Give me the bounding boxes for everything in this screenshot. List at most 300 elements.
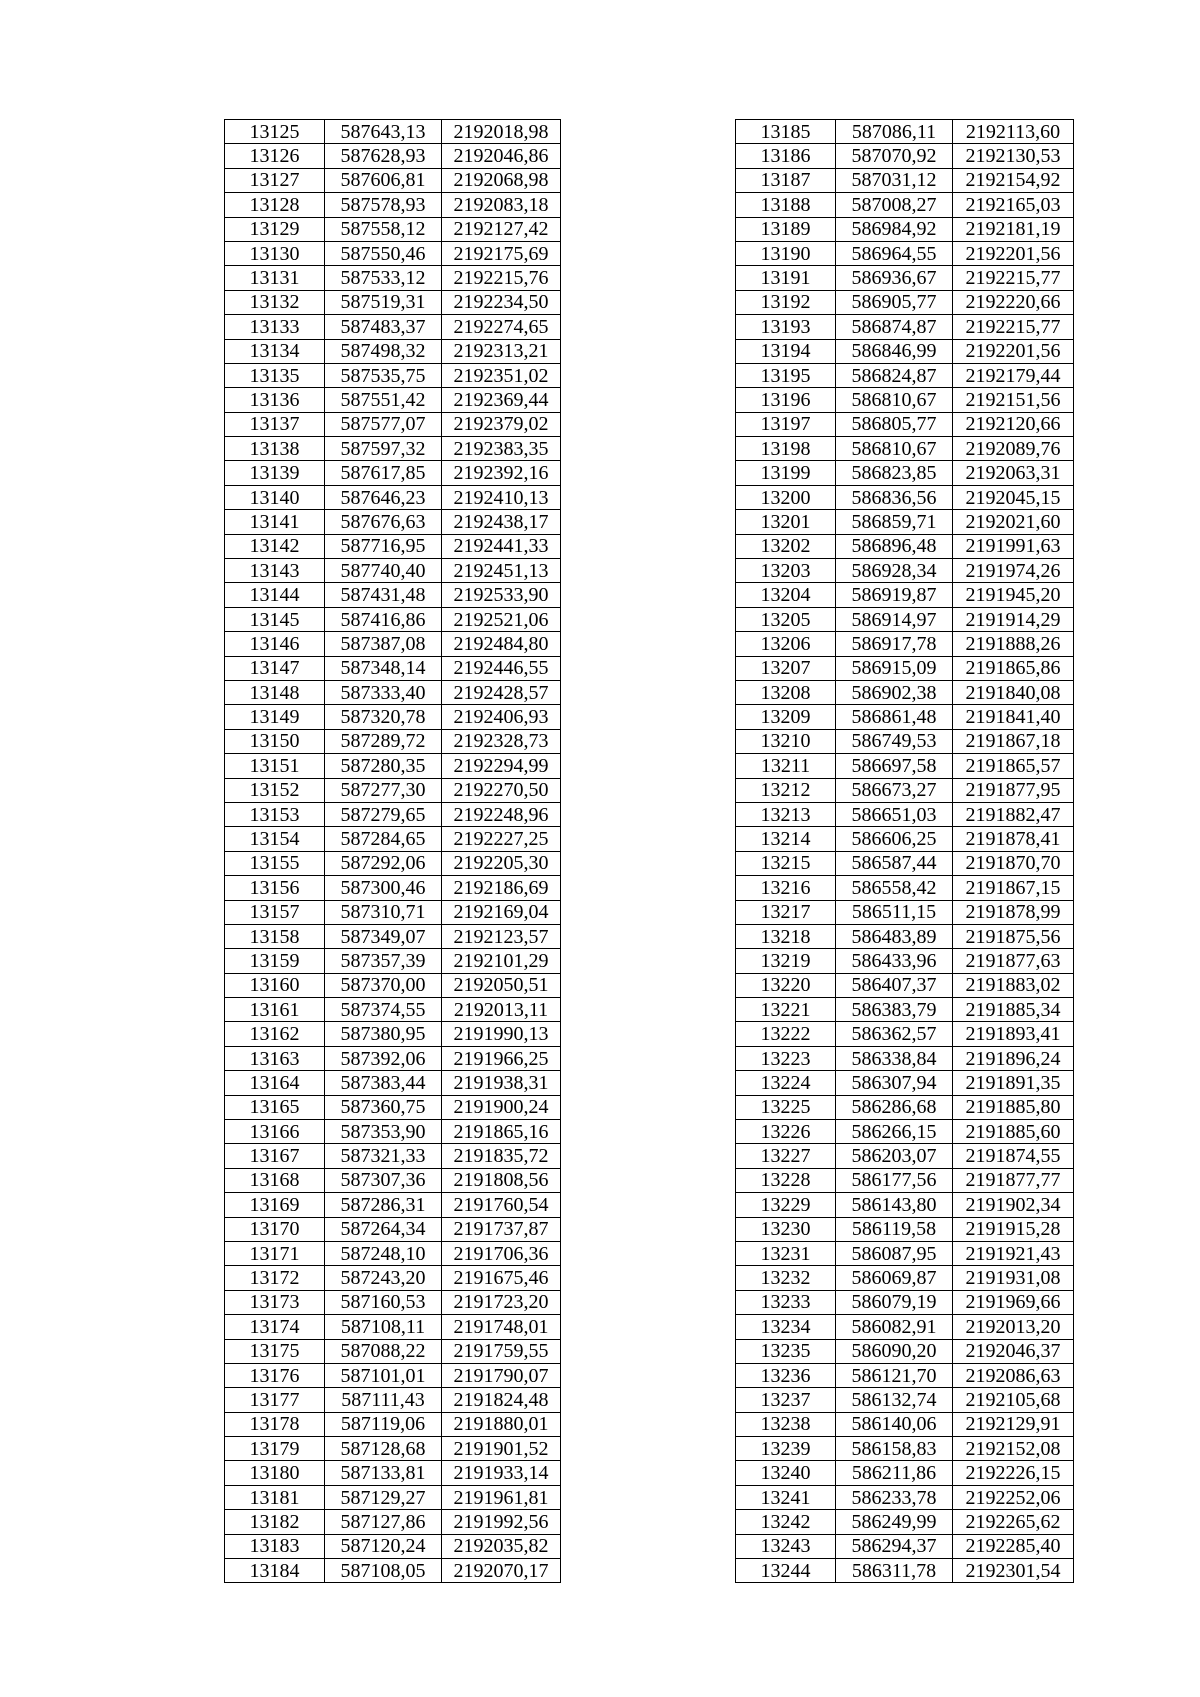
point-number-cell: 13234 — [736, 1315, 836, 1339]
table-row — [225, 802, 561, 826]
point-number-cell: 13229 — [736, 1193, 836, 1217]
point-number-cell: 13161 — [225, 998, 325, 1022]
point-number-cell: 13174 — [225, 1315, 325, 1339]
y-coordinate-cell: 2191969,66 — [953, 1290, 1074, 1314]
point-number-cell: 13193 — [736, 315, 836, 339]
table-row — [225, 1120, 561, 1144]
y-coordinate-cell: 2192046,86 — [442, 144, 561, 168]
x-coordinate-cell: 587111,43 — [325, 1388, 442, 1412]
table-row — [225, 1510, 561, 1534]
y-coordinate-cell: 2192410,13 — [442, 485, 561, 509]
x-coordinate-cell: 587533,12 — [325, 266, 442, 290]
table-row — [225, 266, 561, 290]
y-coordinate-cell: 2191992,56 — [442, 1510, 561, 1534]
x-coordinate-cell: 586896,48 — [836, 534, 953, 558]
point-number-cell: 13180 — [225, 1461, 325, 1485]
x-coordinate-cell: 586311,78 — [836, 1559, 953, 1583]
table-row — [225, 754, 561, 778]
x-coordinate-cell: 587248,10 — [325, 1241, 442, 1265]
x-coordinate-cell: 587551,42 — [325, 388, 442, 412]
table-row — [736, 1120, 1074, 1144]
table-row — [225, 290, 561, 314]
coordinate-table-right — [735, 119, 1074, 1583]
y-coordinate-cell: 2191991,63 — [953, 534, 1074, 558]
table-row — [736, 534, 1074, 558]
point-number-cell: 13201 — [736, 510, 836, 534]
x-coordinate-cell: 587280,35 — [325, 754, 442, 778]
x-coordinate-cell: 586651,03 — [836, 802, 953, 826]
y-coordinate-cell: 2191874,55 — [953, 1144, 1074, 1168]
x-coordinate-cell: 586483,89 — [836, 924, 953, 948]
y-coordinate-cell: 2191933,14 — [442, 1461, 561, 1485]
x-coordinate-cell: 586090,20 — [836, 1339, 953, 1363]
point-number-cell: 13241 — [736, 1485, 836, 1509]
table-row — [225, 168, 561, 192]
table-row — [736, 607, 1074, 631]
point-number-cell: 13227 — [736, 1144, 836, 1168]
y-coordinate-cell: 2192383,35 — [442, 437, 561, 461]
y-coordinate-cell: 2192446,55 — [442, 656, 561, 680]
point-number-cell: 13233 — [736, 1290, 836, 1314]
point-number-cell: 13202 — [736, 534, 836, 558]
point-number-cell: 13184 — [225, 1559, 325, 1583]
y-coordinate-cell: 2192123,57 — [442, 924, 561, 948]
point-number-cell: 13198 — [736, 437, 836, 461]
point-number-cell: 13138 — [225, 437, 325, 461]
point-number-cell: 13228 — [736, 1168, 836, 1192]
table-row — [225, 1339, 561, 1363]
table-row — [736, 949, 1074, 973]
x-coordinate-cell: 586810,67 — [836, 388, 953, 412]
point-number-cell: 13153 — [225, 802, 325, 826]
y-coordinate-cell: 2191877,77 — [953, 1168, 1074, 1192]
y-coordinate-cell: 2191748,01 — [442, 1315, 561, 1339]
y-coordinate-cell: 2192201,56 — [953, 339, 1074, 363]
y-coordinate-cell: 2191875,56 — [953, 924, 1074, 948]
y-coordinate-cell: 2191870,70 — [953, 851, 1074, 875]
point-number-cell: 13154 — [225, 827, 325, 851]
table-row — [736, 680, 1074, 704]
x-coordinate-cell: 587740,40 — [325, 559, 442, 583]
y-coordinate-cell: 2192369,44 — [442, 388, 561, 412]
x-coordinate-cell: 586158,83 — [836, 1437, 953, 1461]
table-row — [736, 168, 1074, 192]
x-coordinate-cell: 587088,22 — [325, 1339, 442, 1363]
table-row — [736, 827, 1074, 851]
x-coordinate-cell: 586140,06 — [836, 1412, 953, 1436]
y-coordinate-cell: 2192169,04 — [442, 900, 561, 924]
x-coordinate-cell: 586587,44 — [836, 851, 953, 875]
table-row — [736, 510, 1074, 534]
point-number-cell: 13169 — [225, 1193, 325, 1217]
x-coordinate-cell: 586914,97 — [836, 607, 953, 631]
x-coordinate-cell: 587264,34 — [325, 1217, 442, 1241]
table-row — [736, 266, 1074, 290]
x-coordinate-cell: 587160,53 — [325, 1290, 442, 1314]
y-coordinate-cell: 2192379,02 — [442, 412, 561, 436]
y-coordinate-cell: 2191882,47 — [953, 802, 1074, 826]
point-number-cell: 13152 — [225, 778, 325, 802]
x-coordinate-cell: 586861,48 — [836, 705, 953, 729]
x-coordinate-cell: 587558,12 — [325, 217, 442, 241]
x-coordinate-cell: 586286,68 — [836, 1095, 953, 1119]
table-row — [225, 363, 561, 387]
table-row — [225, 729, 561, 753]
point-number-cell: 13237 — [736, 1388, 836, 1412]
y-coordinate-cell: 2191900,24 — [442, 1095, 561, 1119]
x-coordinate-cell: 586917,78 — [836, 632, 953, 656]
x-coordinate-cell: 587370,00 — [325, 973, 442, 997]
table-row — [736, 1241, 1074, 1265]
table-row — [736, 632, 1074, 656]
table-row — [225, 485, 561, 509]
y-coordinate-cell: 2192181,19 — [953, 217, 1074, 241]
y-coordinate-cell: 2192438,17 — [442, 510, 561, 534]
x-coordinate-cell: 586836,56 — [836, 485, 953, 509]
x-coordinate-cell: 586119,58 — [836, 1217, 953, 1241]
table-row — [736, 1461, 1074, 1485]
table-row — [225, 998, 561, 1022]
point-number-cell: 13220 — [736, 973, 836, 997]
y-coordinate-cell: 2192285,40 — [953, 1534, 1074, 1558]
table-row — [225, 1266, 561, 1290]
table-row — [225, 1241, 561, 1265]
x-coordinate-cell: 587387,08 — [325, 632, 442, 656]
point-number-cell: 13208 — [736, 680, 836, 704]
y-coordinate-cell: 2192179,44 — [953, 363, 1074, 387]
point-number-cell: 13179 — [225, 1437, 325, 1461]
y-coordinate-cell: 2192234,50 — [442, 290, 561, 314]
point-number-cell: 13183 — [225, 1534, 325, 1558]
x-coordinate-cell: 587128,68 — [325, 1437, 442, 1461]
x-coordinate-cell: 587676,63 — [325, 510, 442, 534]
table-row — [736, 1339, 1074, 1363]
x-coordinate-cell: 587380,95 — [325, 1022, 442, 1046]
point-number-cell: 13242 — [736, 1510, 836, 1534]
table-row — [736, 656, 1074, 680]
y-coordinate-cell: 2191921,43 — [953, 1241, 1074, 1265]
point-number-cell: 13232 — [736, 1266, 836, 1290]
x-coordinate-cell: 587617,85 — [325, 461, 442, 485]
table-row — [736, 900, 1074, 924]
y-coordinate-cell: 2192328,73 — [442, 729, 561, 753]
table-row — [736, 485, 1074, 509]
x-coordinate-cell: 586082,91 — [836, 1315, 953, 1339]
point-number-cell: 13189 — [736, 217, 836, 241]
y-coordinate-cell: 2191706,36 — [442, 1241, 561, 1265]
y-coordinate-cell: 2191841,40 — [953, 705, 1074, 729]
y-coordinate-cell: 2191867,15 — [953, 876, 1074, 900]
y-coordinate-cell: 2192018,98 — [442, 120, 561, 144]
y-coordinate-cell: 2192127,42 — [442, 217, 561, 241]
y-coordinate-cell: 2192406,93 — [442, 705, 561, 729]
table-row — [225, 510, 561, 534]
x-coordinate-cell: 587289,72 — [325, 729, 442, 753]
table-row — [225, 1071, 561, 1095]
x-coordinate-cell: 587119,06 — [325, 1412, 442, 1436]
table-row — [225, 1095, 561, 1119]
table-row — [225, 217, 561, 241]
table-row — [736, 705, 1074, 729]
y-coordinate-cell: 2191893,41 — [953, 1022, 1074, 1046]
y-coordinate-cell: 2191840,08 — [953, 680, 1074, 704]
y-coordinate-cell: 2192301,54 — [953, 1559, 1074, 1583]
x-coordinate-cell: 586087,95 — [836, 1241, 953, 1265]
table-row — [736, 461, 1074, 485]
point-number-cell: 13203 — [736, 559, 836, 583]
x-coordinate-cell: 586823,85 — [836, 461, 953, 485]
x-coordinate-cell: 586266,15 — [836, 1120, 953, 1144]
y-coordinate-cell: 2192265,62 — [953, 1510, 1074, 1534]
y-coordinate-cell: 2192351,02 — [442, 363, 561, 387]
x-coordinate-cell: 587086,11 — [836, 120, 953, 144]
point-number-cell: 13172 — [225, 1266, 325, 1290]
x-coordinate-cell: 587578,93 — [325, 193, 442, 217]
table-row — [225, 1363, 561, 1387]
x-coordinate-cell: 587070,92 — [836, 144, 953, 168]
x-coordinate-cell: 587646,23 — [325, 485, 442, 509]
x-coordinate-cell: 586905,77 — [836, 290, 953, 314]
point-number-cell: 13171 — [225, 1241, 325, 1265]
table-row — [736, 1315, 1074, 1339]
table-row — [736, 559, 1074, 583]
table-row — [225, 559, 561, 583]
point-number-cell: 13167 — [225, 1144, 325, 1168]
x-coordinate-cell: 587349,07 — [325, 924, 442, 948]
point-number-cell: 13223 — [736, 1046, 836, 1070]
table-row — [225, 1559, 561, 1583]
y-coordinate-cell: 2192248,96 — [442, 802, 561, 826]
point-number-cell: 13217 — [736, 900, 836, 924]
x-coordinate-cell: 587374,55 — [325, 998, 442, 1022]
y-coordinate-cell: 2192186,69 — [442, 876, 561, 900]
x-coordinate-cell: 586383,79 — [836, 998, 953, 1022]
y-coordinate-cell: 2191790,07 — [442, 1363, 561, 1387]
table-row — [736, 120, 1074, 144]
x-coordinate-cell: 587243,20 — [325, 1266, 442, 1290]
table-row — [736, 144, 1074, 168]
table-row — [225, 315, 561, 339]
x-coordinate-cell: 586936,67 — [836, 266, 953, 290]
point-number-cell: 13210 — [736, 729, 836, 753]
table-row — [225, 1534, 561, 1558]
point-number-cell: 13158 — [225, 924, 325, 948]
point-number-cell: 13231 — [736, 1241, 836, 1265]
point-number-cell: 13137 — [225, 412, 325, 436]
y-coordinate-cell: 2191824,48 — [442, 1388, 561, 1412]
point-number-cell: 13244 — [736, 1559, 836, 1583]
table-row — [736, 1437, 1074, 1461]
x-coordinate-cell: 587498,32 — [325, 339, 442, 363]
y-coordinate-cell: 2191896,24 — [953, 1046, 1074, 1070]
table-row — [736, 924, 1074, 948]
y-coordinate-cell: 2191878,41 — [953, 827, 1074, 851]
x-coordinate-cell: 586362,57 — [836, 1022, 953, 1046]
table-row — [736, 363, 1074, 387]
point-number-cell: 13225 — [736, 1095, 836, 1119]
point-number-cell: 13133 — [225, 315, 325, 339]
point-number-cell: 13142 — [225, 534, 325, 558]
y-coordinate-cell: 2191888,26 — [953, 632, 1074, 656]
x-coordinate-cell: 586121,70 — [836, 1363, 953, 1387]
table-row — [225, 461, 561, 485]
point-number-cell: 13197 — [736, 412, 836, 436]
table-row — [225, 120, 561, 144]
x-coordinate-cell: 587353,90 — [325, 1120, 442, 1144]
point-number-cell: 13236 — [736, 1363, 836, 1387]
table-row — [736, 1071, 1074, 1095]
y-coordinate-cell: 2192046,37 — [953, 1339, 1074, 1363]
x-coordinate-cell: 587008,27 — [836, 193, 953, 217]
point-number-cell: 13219 — [736, 949, 836, 973]
x-coordinate-cell: 587108,11 — [325, 1315, 442, 1339]
y-coordinate-cell: 2191891,35 — [953, 1071, 1074, 1095]
table-row — [736, 339, 1074, 363]
y-coordinate-cell: 2192215,77 — [953, 315, 1074, 339]
x-coordinate-cell: 586984,92 — [836, 217, 953, 241]
point-number-cell: 13132 — [225, 290, 325, 314]
point-number-cell: 13134 — [225, 339, 325, 363]
point-number-cell: 13199 — [736, 461, 836, 485]
x-coordinate-cell: 587577,07 — [325, 412, 442, 436]
y-coordinate-cell: 2192215,76 — [442, 266, 561, 290]
y-coordinate-cell: 2192270,50 — [442, 778, 561, 802]
point-number-cell: 13136 — [225, 388, 325, 412]
x-coordinate-cell: 587277,30 — [325, 778, 442, 802]
x-coordinate-cell: 587360,75 — [325, 1095, 442, 1119]
y-coordinate-cell: 2191675,46 — [442, 1266, 561, 1290]
table-row — [225, 1193, 561, 1217]
point-number-cell: 13211 — [736, 754, 836, 778]
point-number-cell: 13165 — [225, 1095, 325, 1119]
point-number-cell: 13209 — [736, 705, 836, 729]
point-number-cell: 13147 — [225, 656, 325, 680]
table-row — [225, 1022, 561, 1046]
y-coordinate-cell: 2192129,91 — [953, 1412, 1074, 1436]
x-coordinate-cell: 587333,40 — [325, 680, 442, 704]
x-coordinate-cell: 587628,93 — [325, 144, 442, 168]
table-row — [736, 290, 1074, 314]
point-number-cell: 13144 — [225, 583, 325, 607]
y-coordinate-cell: 2192045,15 — [953, 485, 1074, 509]
point-number-cell: 13175 — [225, 1339, 325, 1363]
point-number-cell: 13143 — [225, 559, 325, 583]
x-coordinate-cell: 586928,34 — [836, 559, 953, 583]
point-number-cell: 13216 — [736, 876, 836, 900]
y-coordinate-cell: 2191945,20 — [953, 583, 1074, 607]
table-row — [225, 851, 561, 875]
y-coordinate-cell: 2192154,92 — [953, 168, 1074, 192]
point-number-cell: 13141 — [225, 510, 325, 534]
x-coordinate-cell: 587483,37 — [325, 315, 442, 339]
table-row — [225, 973, 561, 997]
y-coordinate-cell: 2192089,76 — [953, 437, 1074, 461]
point-number-cell: 13218 — [736, 924, 836, 948]
table-row — [225, 1168, 561, 1192]
point-number-cell: 13173 — [225, 1290, 325, 1314]
y-coordinate-cell: 2192227,25 — [442, 827, 561, 851]
point-number-cell: 13156 — [225, 876, 325, 900]
x-coordinate-cell: 587321,33 — [325, 1144, 442, 1168]
table-row — [736, 778, 1074, 802]
table-row — [736, 729, 1074, 753]
y-coordinate-cell: 2192294,99 — [442, 754, 561, 778]
y-coordinate-cell: 2192252,06 — [953, 1485, 1074, 1509]
table-row — [225, 1315, 561, 1339]
table-row — [736, 1095, 1074, 1119]
y-coordinate-cell: 2192220,66 — [953, 290, 1074, 314]
table-row — [736, 754, 1074, 778]
y-coordinate-cell: 2192226,15 — [953, 1461, 1074, 1485]
table-row — [736, 1412, 1074, 1436]
table-row — [736, 973, 1074, 997]
point-number-cell: 13190 — [736, 241, 836, 265]
x-coordinate-cell: 587284,65 — [325, 827, 442, 851]
y-coordinate-cell: 2192215,77 — [953, 266, 1074, 290]
y-coordinate-cell: 2191877,63 — [953, 949, 1074, 973]
point-number-cell: 13146 — [225, 632, 325, 656]
y-coordinate-cell: 2192105,68 — [953, 1388, 1074, 1412]
table-row — [225, 1437, 561, 1461]
y-coordinate-cell: 2192533,90 — [442, 583, 561, 607]
x-coordinate-cell: 586859,71 — [836, 510, 953, 534]
point-number-cell: 13213 — [736, 802, 836, 826]
point-number-cell: 13127 — [225, 168, 325, 192]
point-number-cell: 13125 — [225, 120, 325, 144]
table-row — [225, 144, 561, 168]
y-coordinate-cell: 2191901,52 — [442, 1437, 561, 1461]
x-coordinate-cell: 587416,86 — [325, 607, 442, 631]
x-coordinate-cell: 586079,19 — [836, 1290, 953, 1314]
point-number-cell: 13188 — [736, 193, 836, 217]
y-coordinate-cell: 2191737,87 — [442, 1217, 561, 1241]
table-row — [225, 241, 561, 265]
table-row — [225, 1461, 561, 1485]
table-row — [225, 632, 561, 656]
y-coordinate-cell: 2192175,69 — [442, 241, 561, 265]
x-coordinate-cell: 587031,12 — [836, 168, 953, 192]
table-row — [225, 949, 561, 973]
y-coordinate-cell: 2191808,56 — [442, 1168, 561, 1192]
y-coordinate-cell: 2191974,26 — [953, 559, 1074, 583]
table-row — [225, 339, 561, 363]
x-coordinate-cell: 586874,87 — [836, 315, 953, 339]
point-number-cell: 13194 — [736, 339, 836, 363]
table-row — [736, 1290, 1074, 1314]
table-row — [736, 1266, 1074, 1290]
point-number-cell: 13163 — [225, 1046, 325, 1070]
point-number-cell: 13215 — [736, 851, 836, 875]
x-coordinate-cell: 587320,78 — [325, 705, 442, 729]
x-coordinate-cell: 587383,44 — [325, 1071, 442, 1095]
x-coordinate-cell: 587307,36 — [325, 1168, 442, 1192]
table-row — [225, 656, 561, 680]
coordinate-table-body — [225, 120, 561, 1583]
table-row — [225, 437, 561, 461]
point-number-cell: 13129 — [225, 217, 325, 241]
x-coordinate-cell: 586338,84 — [836, 1046, 953, 1070]
y-coordinate-cell: 2192050,51 — [442, 973, 561, 997]
table-row — [736, 1217, 1074, 1241]
y-coordinate-cell: 2191760,54 — [442, 1193, 561, 1217]
point-number-cell: 13196 — [736, 388, 836, 412]
point-number-cell: 13135 — [225, 363, 325, 387]
point-number-cell: 13200 — [736, 485, 836, 509]
y-coordinate-cell: 2191990,13 — [442, 1022, 561, 1046]
x-coordinate-cell: 586606,25 — [836, 827, 953, 851]
table-row — [225, 1388, 561, 1412]
y-coordinate-cell: 2192130,53 — [953, 144, 1074, 168]
